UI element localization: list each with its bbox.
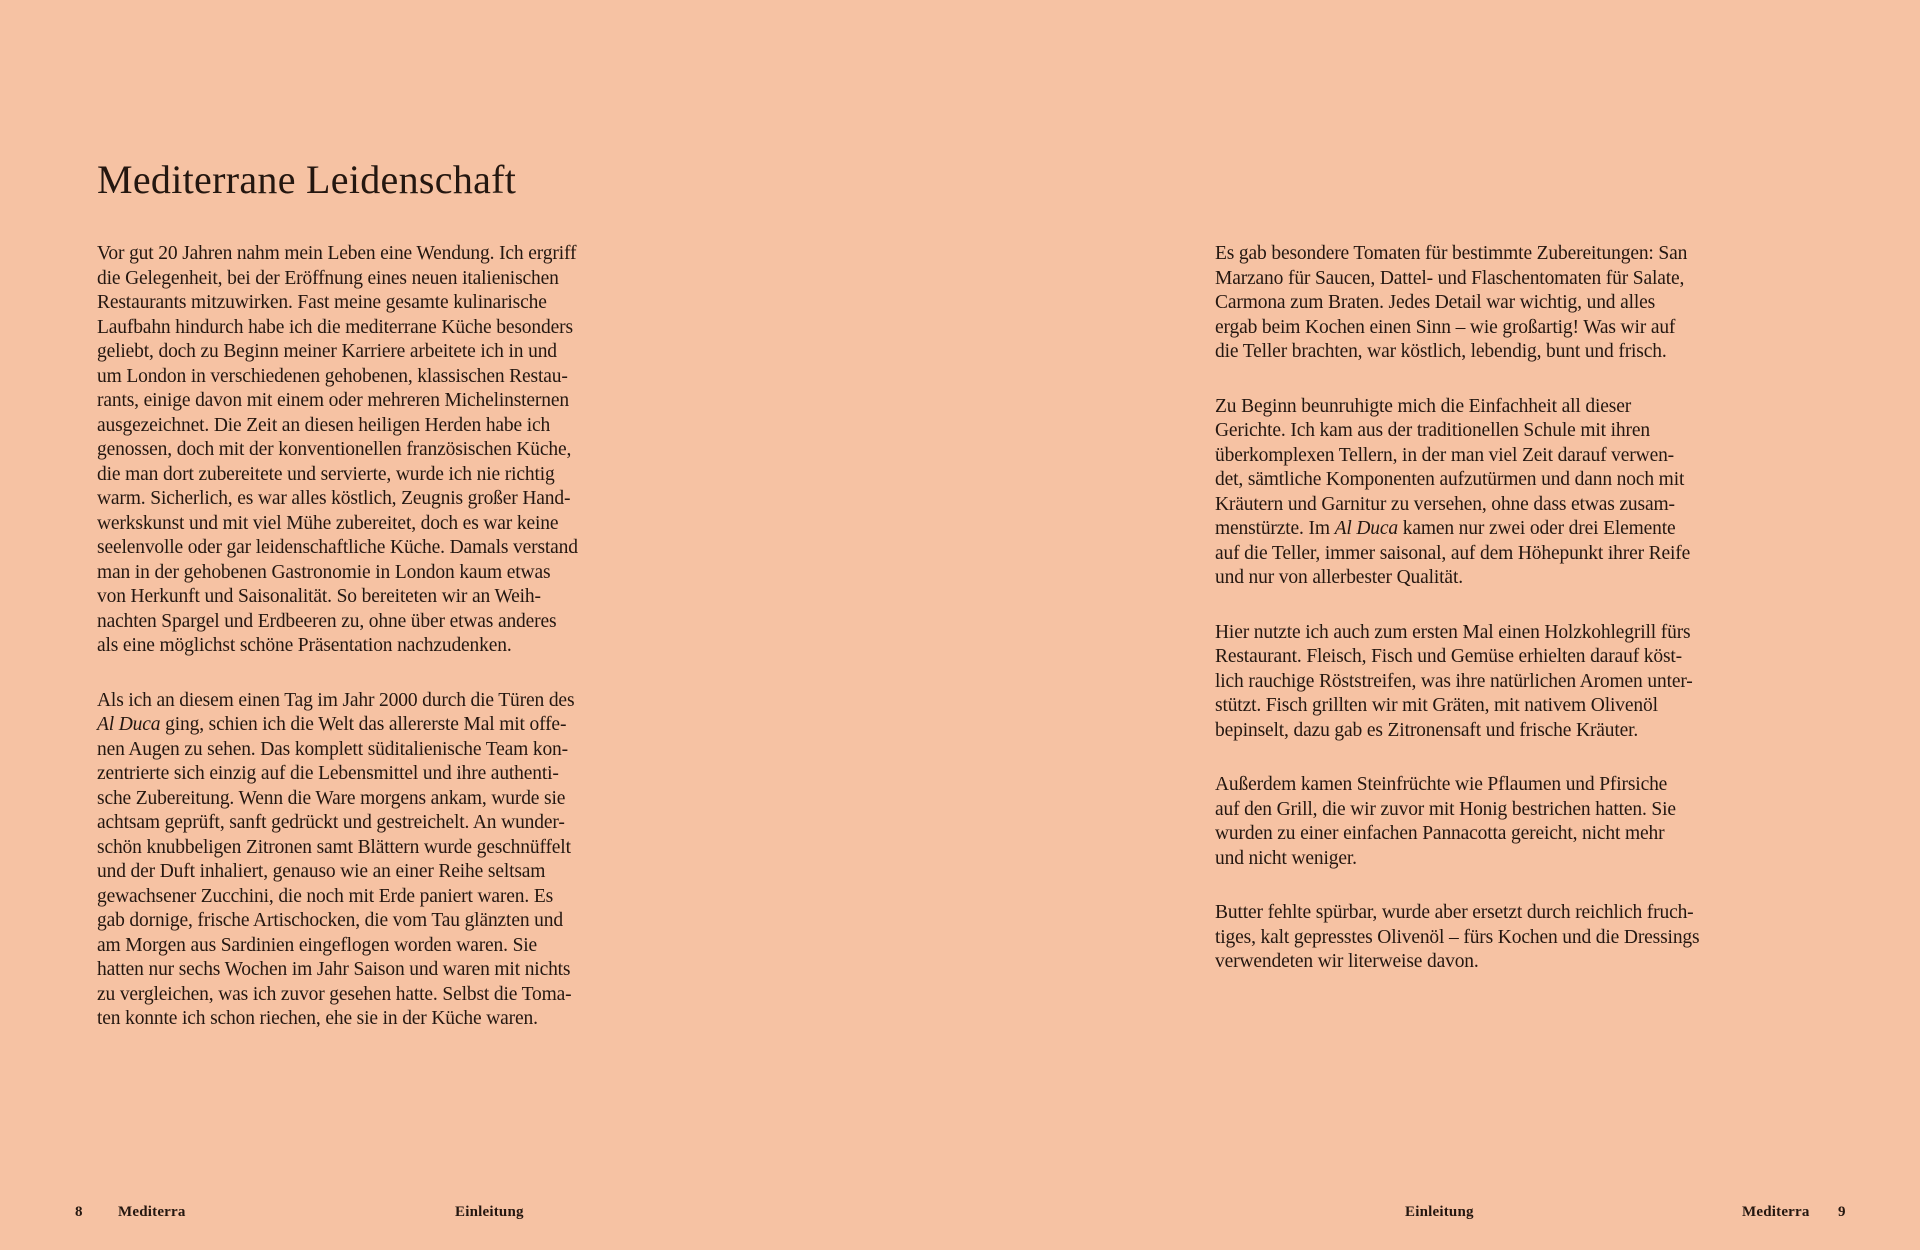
body-paragraph: Zu Beginn beunruhigte mich die Einfachheit all dieser Gerichte. Ich kam aus der traditionellen Schule mit ihren überkomplexen Tellern, in der man viel Zeit darauf verwen- det, sämtliche Komponenten aufzutürmen und dann noch mit Kräutern und Garnitur zu versehen, ohne dass etwas zusam- menstürzte. Im Al Duca kamen nur zwei oder drei Elemente auf die Teller, immer saisonal, auf dem Höhepunkt ihrer Reife und nur von allerbester Qualität. (1215, 395, 1691, 588)
body-paragraph: Außerdem kamen Steinfrüchte wie Pflaumen und Pfirsiche auf den Grill, die wir zuvor mit Honig bestrichen hatten. Sie wurden zu einer einfachen Pannacotta gereicht, nicht mehr und nicht weniger. (1215, 774, 1676, 869)
body-paragraph: Als ich an diesem einen Tag im Jahr 2000 durch die Türen des Al Duca ging, schien ich die Welt das allererste Mal mit offe- nen Augen zu sehen. Das komplett süditalienische Team kon- zentrierte sich einzig auf die Lebensmittel und ihre authenti- sche Zubereitung. Wenn die Ware morgens ankam, wurde sie achtsam geprüft, sanft gedrückt und gestreichelt. An wunder- schön knubbeligen Zitronen samt Blättern wurde geschnüffelt und der Duft inhaliert, genauso wie an einer Reihe seltsam gewachsener Zucchini, die noch mit Erde paniert waren. Es gab dornige, frische Artischocken, die vom Tau glänzten und am Morgen aus Sardinien eingeflogen worden waren. Sie hatten nur sechs Wochen im Jahr Saison und waren mit nichts zu vergleichen, was ich zuvor gesehen hatte. Selbst die Toma- ten konnte ich schon riechen, ehe sie in der Küche waren. (97, 689, 575, 1029)
body-paragraph: Hier nutzte ich auch zum ersten Mal einen Holzkohlegrill fürs Restaurant. Fleisch, Fisch und Gemüse erhielten darauf köst- lich rauchige Röststreifen, was ihre natürlichen Aromen unter- stützt. Fisch grillten wir mit Gräten, mit nativem Olivenöl bepinselt, dazu gab es Zitronensaft und frische Kräuter. (1215, 621, 1693, 741)
page-number: 9 (1838, 1204, 1846, 1220)
left-text-column (97, 242, 737, 1062)
chapter-heading: Mediterrane Leidenschaft (97, 157, 517, 202)
running-head-chapter: Einleitung (455, 1204, 524, 1220)
page-number: 8 (75, 1204, 83, 1220)
body-paragraph: Vor gut 20 Jahren nahm mein Leben eine Wendung. Ich ergriff die Gelegenheit, bei der Eröffnung eines neuen italienischen Restaurants mitzuwirken. Fast meine gesamte kulinarische Laufbahn hindurch habe ich die mediterrane Küche besonders geliebt, doch zu Beginn meiner Karriere arbeitete ich in und um London in verschiedenen gehobenen, klassischen Restau- rants, einige davon mit einem oder mehreren Michelinsternen ausgezeichnet. Die Zeit an diesen heiligen Herden habe ich genossen, doch mit der konventionellen französischen Küche, die man dort zubereitete und servierte, wurde ich nie richtig warm. Sicherlich, es war alles köstlich, Zeugnis großer Hand- werkskunst und mit viel Mühe zubereitet, doch es war keine seelenvolle oder gar leidenschaftliche Küche. Damals verstand man in der gehobenen Gastronomie in London kaum etwas von Herkunft und Saisonalität. So bereiteten wir an Weih- nachten Spargel und Erdbeeren zu, ohne über etwas anderes als eine möglichst schöne Präsentation nachzudenken. (97, 243, 578, 656)
running-head-book-title: Mediterra (118, 1204, 186, 1220)
running-head-chapter: Einleitung (1405, 1204, 1474, 1220)
running-head-book-title: Mediterra (1742, 1204, 1810, 1220)
body-paragraph: Es gab besondere Tomaten für bestimmte Zubereitungen: San Marzano für Saucen, Dattel- und Flaschentomaten für Salate, Carmona zum Braten. Jedes Detail war wichtig, und alles ergab beim Kochen einen Sinn – wie großartig! Was wir auf die Teller brachten, war köstlich, lebendig, bunt und frisch. (1215, 243, 1688, 362)
body-paragraph: Butter fehlte spürbar, wurde aber ersetzt durch reichlich fruch- tiges, kalt gepresstes Olivenöl – fürs Kochen und die Dressings verwendeten wir literweise davon. (1215, 902, 1700, 972)
right-text-column (1215, 242, 1855, 1005)
